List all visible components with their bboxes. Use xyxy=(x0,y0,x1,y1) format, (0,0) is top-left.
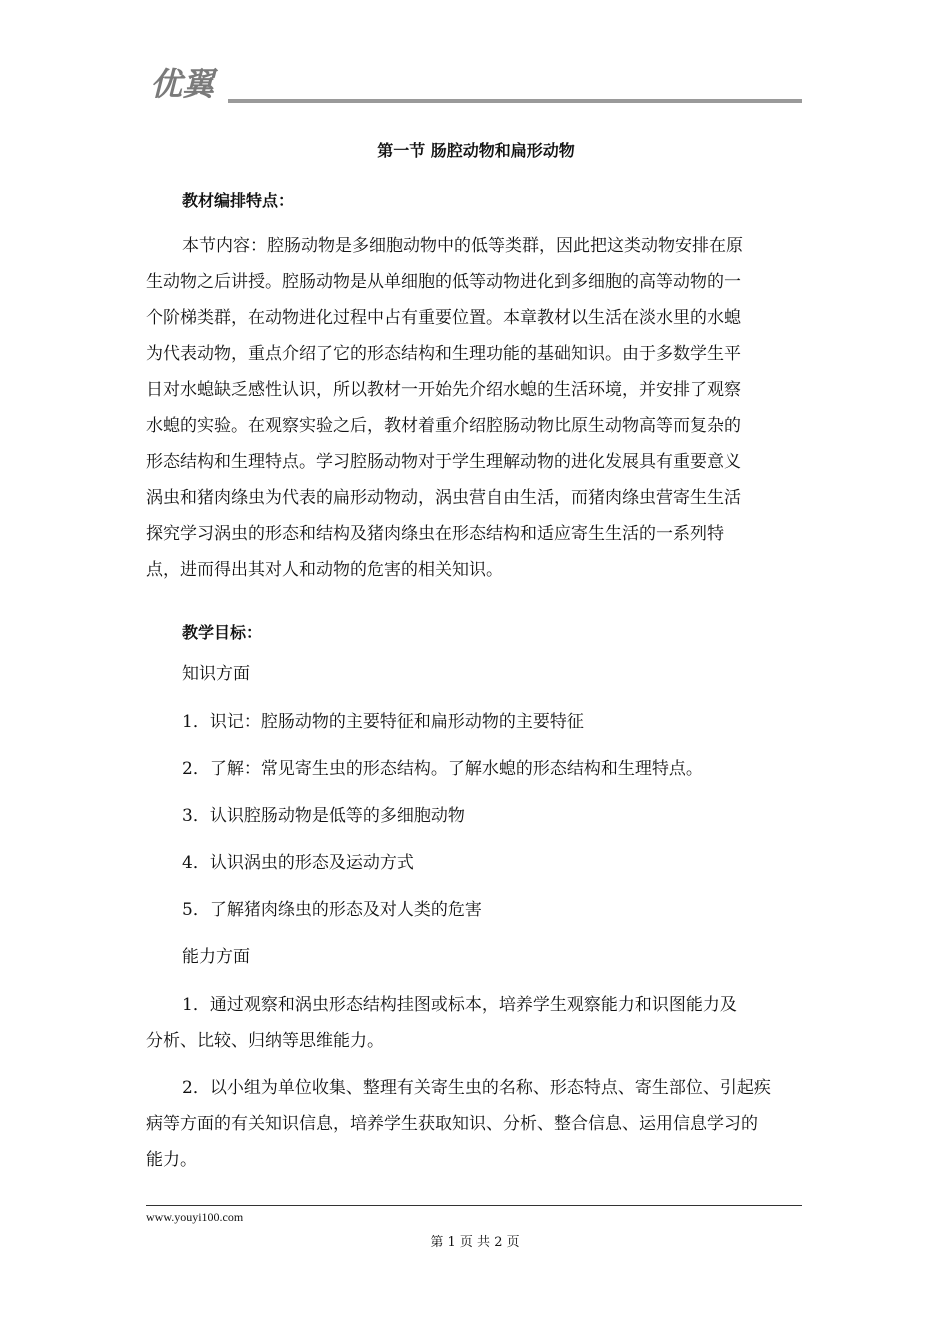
list-item: 5．了解猪肉绦虫的形态及对人类的危害 xyxy=(182,900,482,920)
list-item: 2．以小组为单位收集、整理有关寄生虫的名称、形态特点、寄生部位、引起疾 xyxy=(182,1078,771,1098)
page-title: 第一节 肠腔动物和扁形动物 xyxy=(377,141,575,160)
paragraph-line: 个阶梯类群，在动物进化过程中占有重要位置。本章教材以生活在淡水里的水螅 xyxy=(146,308,741,328)
paragraph-line: 本节内容：腔肠动物是多细胞动物中的低等类群，因此把这类动物安排在原 xyxy=(182,236,743,256)
list-item-continuation: 病等方面的有关知识信息，培养学生获取知识、分析、整合信息、运用信息学习的 xyxy=(146,1114,758,1134)
footer-url[interactable]: www.youyi100.com xyxy=(146,1210,244,1224)
logo: 优翼 xyxy=(150,65,215,103)
list-item: 2．了解：常见寄生虫的形态结构。了解水螅的形态结构和生理特点。 xyxy=(182,759,703,779)
subsection-label-knowledge: 知识方面 xyxy=(182,664,250,684)
paragraph-line: 日对水螅缺乏感性认识，所以教材一开始先介绍水螅的生活环境，并安排了观察 xyxy=(146,380,741,400)
list-item: 1．识记：腔肠动物的主要特征和扁形动物的主要特征 xyxy=(182,712,584,732)
paragraph-line: 水螅的实验。在观察实验之后，教材着重介绍腔肠动物比原生动物高等而复杂的 xyxy=(146,416,741,436)
paragraph-line: 涡虫和猪肉绦虫为代表的扁形动物动，涡虫营自由生活，而猪肉绦虫营寄生生活 xyxy=(146,488,741,508)
list-item-continuation: 分析、比较、归纳等思维能力。 xyxy=(146,1031,384,1051)
list-item: 3．认识腔肠动物是低等的多细胞动物 xyxy=(182,806,465,826)
section-heading-features: 教材编排特点： xyxy=(182,191,295,210)
paragraph-line: 点，进而得出其对人和动物的危害的相关知识。 xyxy=(146,560,503,580)
paragraph-line: 生动物之后讲授。腔肠动物是从单细胞的低等动物进化到多细胞的高等动物的一 xyxy=(146,272,741,292)
list-item-continuation: 能力。 xyxy=(146,1150,197,1170)
paragraph-line: 形态结构和生理特点。学习腔肠动物对于学生理解动物的进化发展具有重要意义 xyxy=(146,452,741,472)
subsection-label-ability: 能力方面 xyxy=(182,947,250,967)
list-item: 4．认识涡虫的形态及运动方式 xyxy=(182,853,414,873)
footer-divider xyxy=(146,1205,802,1206)
paragraph-line: 探究学习涡虫的形态和结构及猪肉绦虫在形态结构和适应寄生生活的一系列特 xyxy=(146,524,724,544)
list-item: 1．通过观察和涡虫形态结构挂图或标本，培养学生观察能力和识图能力及 xyxy=(182,995,737,1015)
section-heading-goals: 教学目标： xyxy=(182,623,263,642)
paragraph-line: 为代表动物，重点介绍了它的形态结构和生理功能的基础知识。由于多数学生平 xyxy=(146,344,741,364)
header-divider xyxy=(228,99,802,103)
page-number: 第 1 页 共 2 页 xyxy=(430,1235,520,1250)
